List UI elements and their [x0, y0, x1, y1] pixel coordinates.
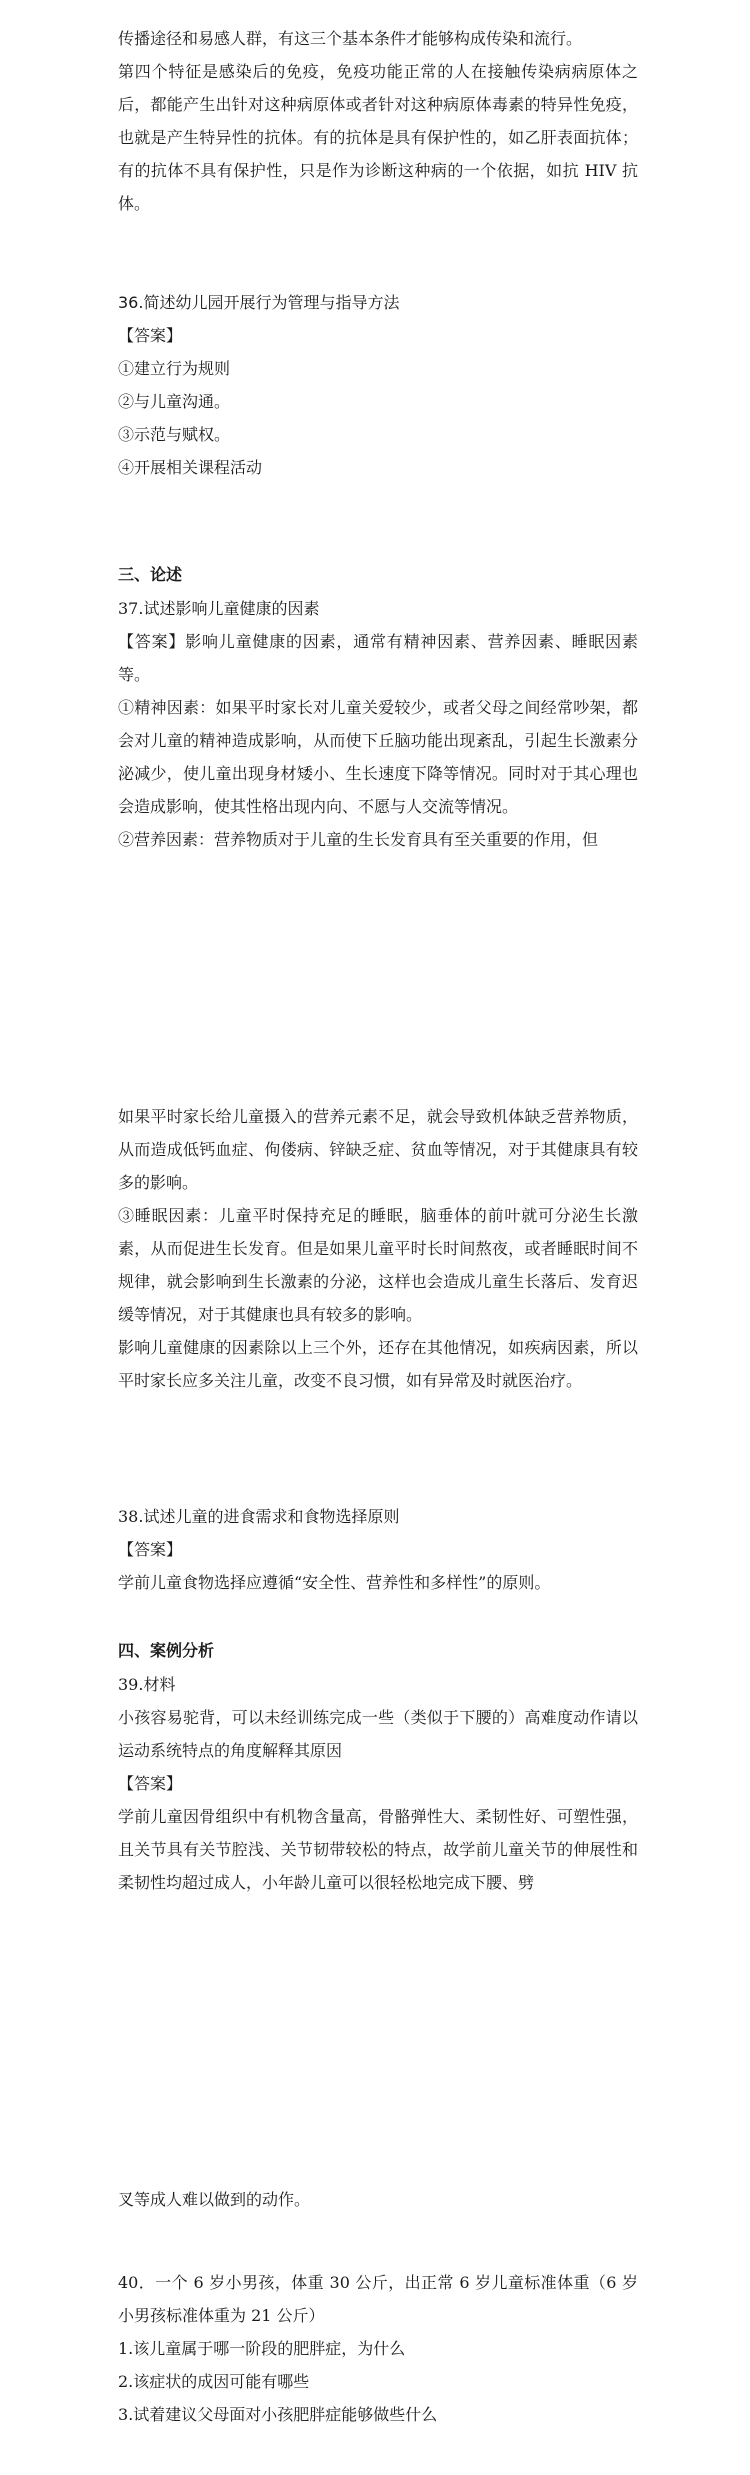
- question-title: 39.材料: [118, 1675, 176, 1694]
- question-38: [118, 1500, 638, 1599]
- paragraph: 如果平时家长给儿童摄入的营养元素不足，就会导致机体缺乏营养物质，从而造成低钙血症、佝偻病、锌缺乏症、贫血等情况，对于其健康具有较多的影响。: [118, 1107, 638, 1192]
- question-title: 38.试述儿童的进食需求和食物选择原则: [118, 1507, 400, 1526]
- sub-question: 1.该儿童属于哪一阶段的肥胖症，为什么: [118, 2339, 406, 2358]
- section-heading: 三、论述: [118, 565, 183, 584]
- section-3: [118, 558, 638, 591]
- section-heading: 四、案例分析: [118, 1641, 215, 1660]
- sub-question: 3.试着建议父母面对小孩肥胖症能够做些什么: [118, 2405, 438, 2424]
- question-40: [118, 2266, 638, 2431]
- material-text: 小孩容易驼背，可以未经训练完成一些（类似于下腰的）高难度动作请以运动系统特点的角度解释其原因: [118, 1708, 638, 1760]
- answer-item: ②与儿童沟通。: [118, 392, 231, 411]
- question-37: [118, 592, 638, 856]
- answer-item: ①建立行为规则: [118, 359, 231, 378]
- section-4: [118, 1634, 638, 1667]
- answer-text: 叉等成人难以做到的动作。: [118, 2190, 311, 2209]
- question-39-continued: [118, 2183, 638, 2216]
- paragraph: 第四个特征是感染后的免疫，免疫功能正常的人在接触传染病病原体之后，都能产生出针对这种病原体或者针对这种病原体毒素的特异性免疫，也就是产生特异性的抗体。有的抗体是具有保护性的，如乙肝表面抗体；有的抗体不具有保护性，只是作为诊断这种病的一个依据，如抗 HIV 抗体。: [118, 62, 638, 213]
- answer-item: ③示范与赋权。: [118, 425, 231, 444]
- paragraph: ③睡眠因素：儿童平时保持充足的睡眠，脑垂体的前叶就可分泌生长激素，从而促进生长发育。但是如果儿童平时长时间熬夜，或者睡眠时间不规律，就会影响到生长激素的分泌，这样也会造成儿童生长落后、发育迟缓等情况，对于其健康也具有较多的影响。: [118, 1206, 638, 1324]
- paragraph: 传播途径和易感人群，有这三个基本条件才能够构成传染和流行。: [118, 29, 583, 48]
- answer-text: 学前儿童食物选择应遵循“安全性、营养性和多样性”的原则。: [118, 1573, 551, 1592]
- question-title: 40．一个 6 岁小男孩，体重 30 公斤，出正常 6 岁儿童标准体重（6 岁小男孩标准体重为 21 公斤）: [118, 2273, 638, 2325]
- question-36: [118, 286, 638, 484]
- infectious-disease-text: [118, 22, 638, 220]
- answer-intro: 【答案】影响儿童健康的因素，通常有精神因素、营养因素、睡眠因素等。: [118, 632, 638, 684]
- question-title: 37.试述影响儿童健康的因素: [118, 599, 320, 618]
- question-37-continued: [118, 1100, 638, 1397]
- answer-label: 【答案】: [118, 1540, 183, 1559]
- paragraph: 影响儿童健康的因素除以上三个外，还存在其他情况，如疾病因素，所以平时家长应多关注儿童，改变不良习惯，如有异常及时就医治疗。: [118, 1338, 638, 1390]
- question-39: [118, 1668, 638, 1899]
- answer-text: 学前儿童因骨组织中有机物含量高，骨骼弹性大、柔韧性好、可塑性强，且关节具有关节腔浅、关节韧带较松的特点，故学前儿童关节的伸展性和柔韧性均超过成人，小年龄儿童可以很轻松地完成下腰、劈: [118, 1807, 638, 1892]
- sub-question: 2.该症状的成因可能有哪些: [118, 2372, 310, 2391]
- answer-label: 【答案】: [118, 326, 183, 345]
- question-title: 36.简述幼儿园开展行为管理与指导方法: [118, 293, 400, 312]
- answer-label: 【答案】: [118, 1774, 183, 1793]
- answer-item: ④开展相关课程活动: [118, 458, 263, 477]
- paragraph: ②营养因素：营养物质对于儿童的生长发育具有至关重要的作用，但: [118, 830, 599, 849]
- paragraph: ①精神因素：如果平时家长对儿童关爱较少，或者父母之间经常吵架，都会对儿童的精神造成影响，从而使下丘脑功能出现紊乱，引起生长激素分泌减少，使儿童出现身材矮小、生长速度下降等情况。同时对于其心理也会造成影响，使其性格出现内向、不愿与人交流等情况。: [118, 698, 638, 816]
